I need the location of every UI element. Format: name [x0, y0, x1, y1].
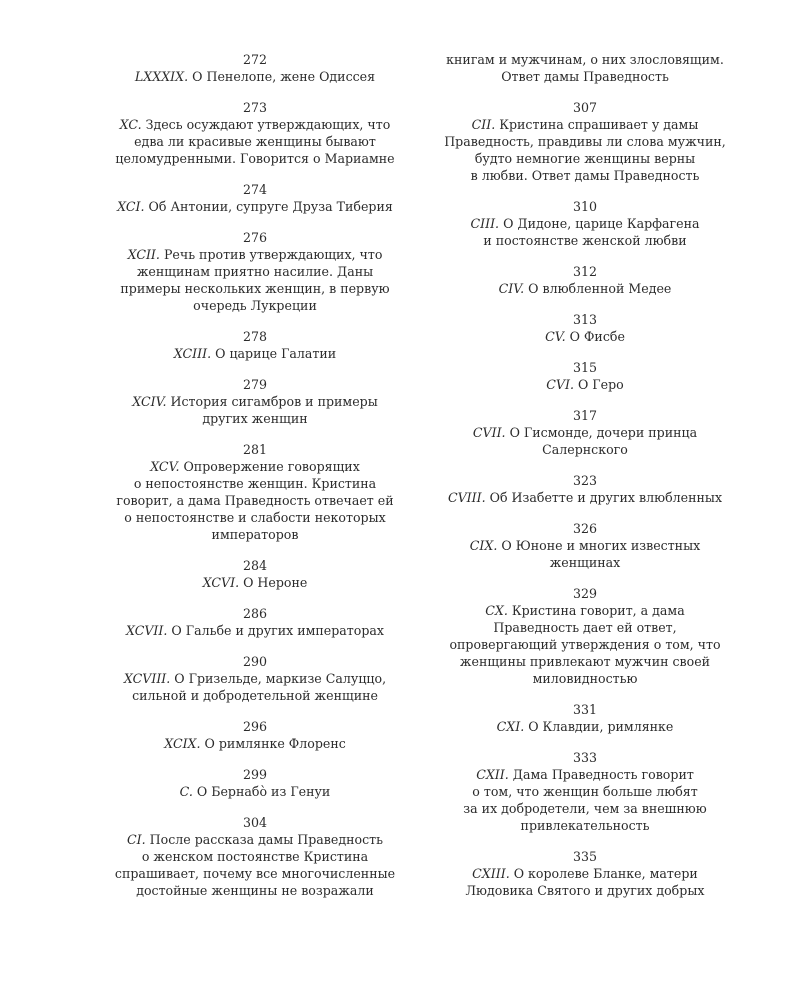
toc-chapter-number: XCIX.	[164, 736, 201, 751]
toc-entry-line	[100, 622, 410, 639]
toc-entry-text: О Фисбе	[569, 329, 625, 344]
toc-page-number: 276	[242, 230, 268, 245]
toc-entry-text: Кристина говорит, а дама Праведность дает ей ответ, опровергающий утверждения о том, что женщины привлекают мужчин своей миловидностью	[449, 603, 721, 686]
toc-entry-text: Здесь осуждают утверждающих, что едва ли красивые женщины бывают целомудренными. Говорится о Мариамне	[115, 117, 395, 166]
toc-page-number: 310	[572, 199, 598, 214]
toc-entry-text: О царице Галатии	[215, 346, 337, 361]
toc-entry-text: О Геро	[577, 377, 624, 392]
toc-chapter-number: CVI.	[546, 377, 574, 392]
toc-entry-line	[100, 831, 410, 899]
toc-chapter-number: CXII.	[476, 767, 509, 782]
toc-entry	[100, 653, 410, 704]
toc-entry-line	[100, 246, 410, 314]
toc-page-number: 278	[242, 329, 268, 344]
toc-page-number: 313	[572, 312, 598, 327]
toc-entry	[430, 407, 740, 458]
toc-chapter-number: XCIV.	[132, 394, 167, 409]
toc-page-number: 323	[572, 473, 598, 488]
toc-entry-text: О Гризельде, маркизе Салуццо, сильной и добродетельной женщине	[132, 671, 387, 703]
toc-entry	[100, 99, 410, 167]
toc-page-number: 279	[242, 377, 268, 392]
toc-chapter-number: CI.	[127, 832, 146, 847]
toc-entry-continuation	[430, 51, 740, 85]
toc-entry	[100, 814, 410, 899]
toc-entry-line	[430, 328, 740, 345]
toc-entry-line	[100, 116, 410, 167]
toc-chapter-number: XCVIII.	[123, 671, 171, 686]
toc-chapter-number: XCVI.	[202, 575, 240, 590]
toc-entry	[430, 311, 740, 345]
toc-page-number: 290	[242, 654, 268, 669]
toc-entry-text: О Нероне	[243, 575, 308, 590]
toc-chapter-number: XC.	[119, 117, 142, 132]
toc-entry	[430, 263, 740, 297]
toc-entry-line	[430, 489, 740, 506]
toc-chapter-number: LXXXIX.	[134, 69, 189, 84]
toc-page-number: 304	[242, 815, 268, 830]
toc-chapter-number: CIV.	[498, 281, 525, 296]
toc-entry-line	[430, 865, 740, 899]
toc-entry-line	[100, 458, 410, 543]
toc-entry	[100, 181, 410, 215]
toc-entry-text: книгам и мужчинам, о них злословящим. Ответ дамы Праведность	[446, 52, 724, 84]
toc-entry-line	[100, 670, 410, 704]
toc-entry-line	[430, 280, 740, 297]
toc-entry-line	[430, 602, 740, 687]
toc-page-number: 333	[572, 750, 598, 765]
toc-entry	[430, 359, 740, 393]
toc-entry-text: О Дидоне, царице Карфагена и постоянстве женской любви	[483, 216, 700, 248]
toc-page-number: 299	[242, 767, 268, 782]
toc-entry	[430, 99, 740, 184]
toc-entry-text: Об Изабетте и других влюбленных	[489, 490, 723, 505]
toc-entry-text: О римлянке Флоренс	[204, 736, 346, 751]
toc-page-number: 273	[242, 100, 268, 115]
toc-entry-line	[100, 574, 410, 591]
toc-chapter-number: CIX.	[469, 538, 498, 553]
toc-chapter-number: CVII.	[472, 425, 506, 440]
toc-entry-line	[430, 376, 740, 393]
toc-entry-line	[100, 735, 410, 752]
toc-page-number: 335	[572, 849, 598, 864]
toc-entry-line	[100, 393, 410, 427]
toc-entry-line	[430, 424, 740, 458]
toc-page-number: 331	[572, 702, 598, 717]
toc-entry	[100, 376, 410, 427]
toc-entry-line	[100, 68, 410, 85]
toc-entry	[100, 718, 410, 752]
toc-entry-line	[100, 198, 410, 215]
toc-entry	[430, 585, 740, 687]
toc-entry	[430, 198, 740, 249]
toc-chapter-number: CX.	[485, 603, 508, 618]
toc-chapter-number: CXIII.	[472, 866, 510, 881]
toc-entry-text: Опровержение говорящих о непостоянстве женщин. Кристина говорит, а дама Праведность отвечает ей о непостоянстве и слабости некоторых императоров	[116, 459, 394, 542]
toc-entry-text: О влюбленной Медее	[528, 281, 672, 296]
toc-entry-text: О Пенелопе, жене Одиссея	[192, 69, 376, 84]
toc-entry-text: О Гальбе и других императорах	[171, 623, 385, 638]
toc-entry-text: Речь против утверждающих, что женщинам приятно насилие. Даны примеры нескольких женщин, в первую очередь Лукреции	[120, 247, 390, 313]
toc-entry	[430, 520, 740, 571]
toc-chapter-number: XCV.	[150, 459, 180, 474]
toc-right-column	[430, 51, 740, 913]
toc-page-number: 281	[242, 442, 268, 457]
toc-entry	[430, 472, 740, 506]
toc-page-number: 317	[572, 408, 598, 423]
toc-entry-text: О королеве Бланке, матери Людовика Святого и других добрых	[465, 866, 705, 898]
toc-entry	[430, 701, 740, 735]
toc-entry	[100, 766, 410, 800]
toc-chapter-number: CVIII.	[447, 490, 486, 505]
toc-page-number: 272	[242, 52, 268, 67]
toc-chapter-number: CII.	[471, 117, 496, 132]
toc-entry-text: После рассказа дамы Праведность о женском постоянстве Кристина спрашивает, почему все многочисленные достойные женщины не возражали	[114, 832, 396, 898]
toc-entry-line	[430, 537, 740, 571]
toc-page-number: 326	[572, 521, 598, 536]
toc-entry	[100, 328, 410, 362]
toc-entry-text: О Юноне и многих известных женщинах	[501, 538, 701, 570]
toc-entry-text: Дама Праведность говорит о том, что женщин больше любят за их добродетели, чем за внешнюю привлекательность	[463, 767, 707, 833]
toc-entry-line	[430, 215, 740, 249]
toc-chapter-number: XCI.	[117, 199, 145, 214]
toc-chapter-number: CV.	[545, 329, 566, 344]
toc-entry-text: О Клавдии, римлянке	[528, 719, 674, 734]
toc-chapter-number: C.	[179, 784, 193, 799]
toc-entry-text: Кристина спрашивает у дамы Праведность, правдивы ли слова мужчин, будто немногие женщины верны в любви. Ответ дамы Праведность	[444, 117, 726, 183]
toc-page-number: 284	[242, 558, 268, 573]
toc-page-number: 312	[572, 264, 598, 279]
toc-chapter-number: CXI.	[496, 719, 525, 734]
toc-chapter-number: XCII.	[127, 247, 160, 262]
toc-entry-text: История сигамбров и примеры других женщин	[170, 394, 378, 426]
toc-entry	[100, 441, 410, 543]
toc-entry-line	[100, 783, 410, 800]
toc-chapter-number: XCIII.	[173, 346, 212, 361]
toc-entry	[100, 605, 410, 639]
toc-entry	[430, 848, 740, 899]
toc-left-column	[100, 51, 410, 913]
toc-entry-line	[100, 345, 410, 362]
toc-entry-line	[430, 766, 740, 834]
toc-page-number: 329	[572, 586, 598, 601]
toc-page-number: 274	[242, 182, 268, 197]
toc-entry-text: Об Антонии, супруге Друза Тиберия	[148, 199, 393, 214]
toc-chapter-number: CIII.	[470, 216, 500, 231]
toc-page-number: 315	[572, 360, 598, 375]
toc-chapter-number: XCVII.	[125, 623, 168, 638]
toc-entry-text: О Бернабò из Генуи	[196, 784, 331, 799]
toc-entry-text: О Гисмонде, дочери принца Салернского	[509, 425, 698, 457]
toc-entry-line	[430, 718, 740, 735]
toc-entry-line	[430, 116, 740, 184]
toc-page-number: 307	[572, 100, 598, 115]
toc-entry	[430, 749, 740, 834]
toc-entry	[100, 51, 410, 85]
toc-entry	[100, 557, 410, 591]
toc-page-number: 296	[242, 719, 268, 734]
toc-entry	[100, 229, 410, 314]
toc-page-number: 286	[242, 606, 268, 621]
